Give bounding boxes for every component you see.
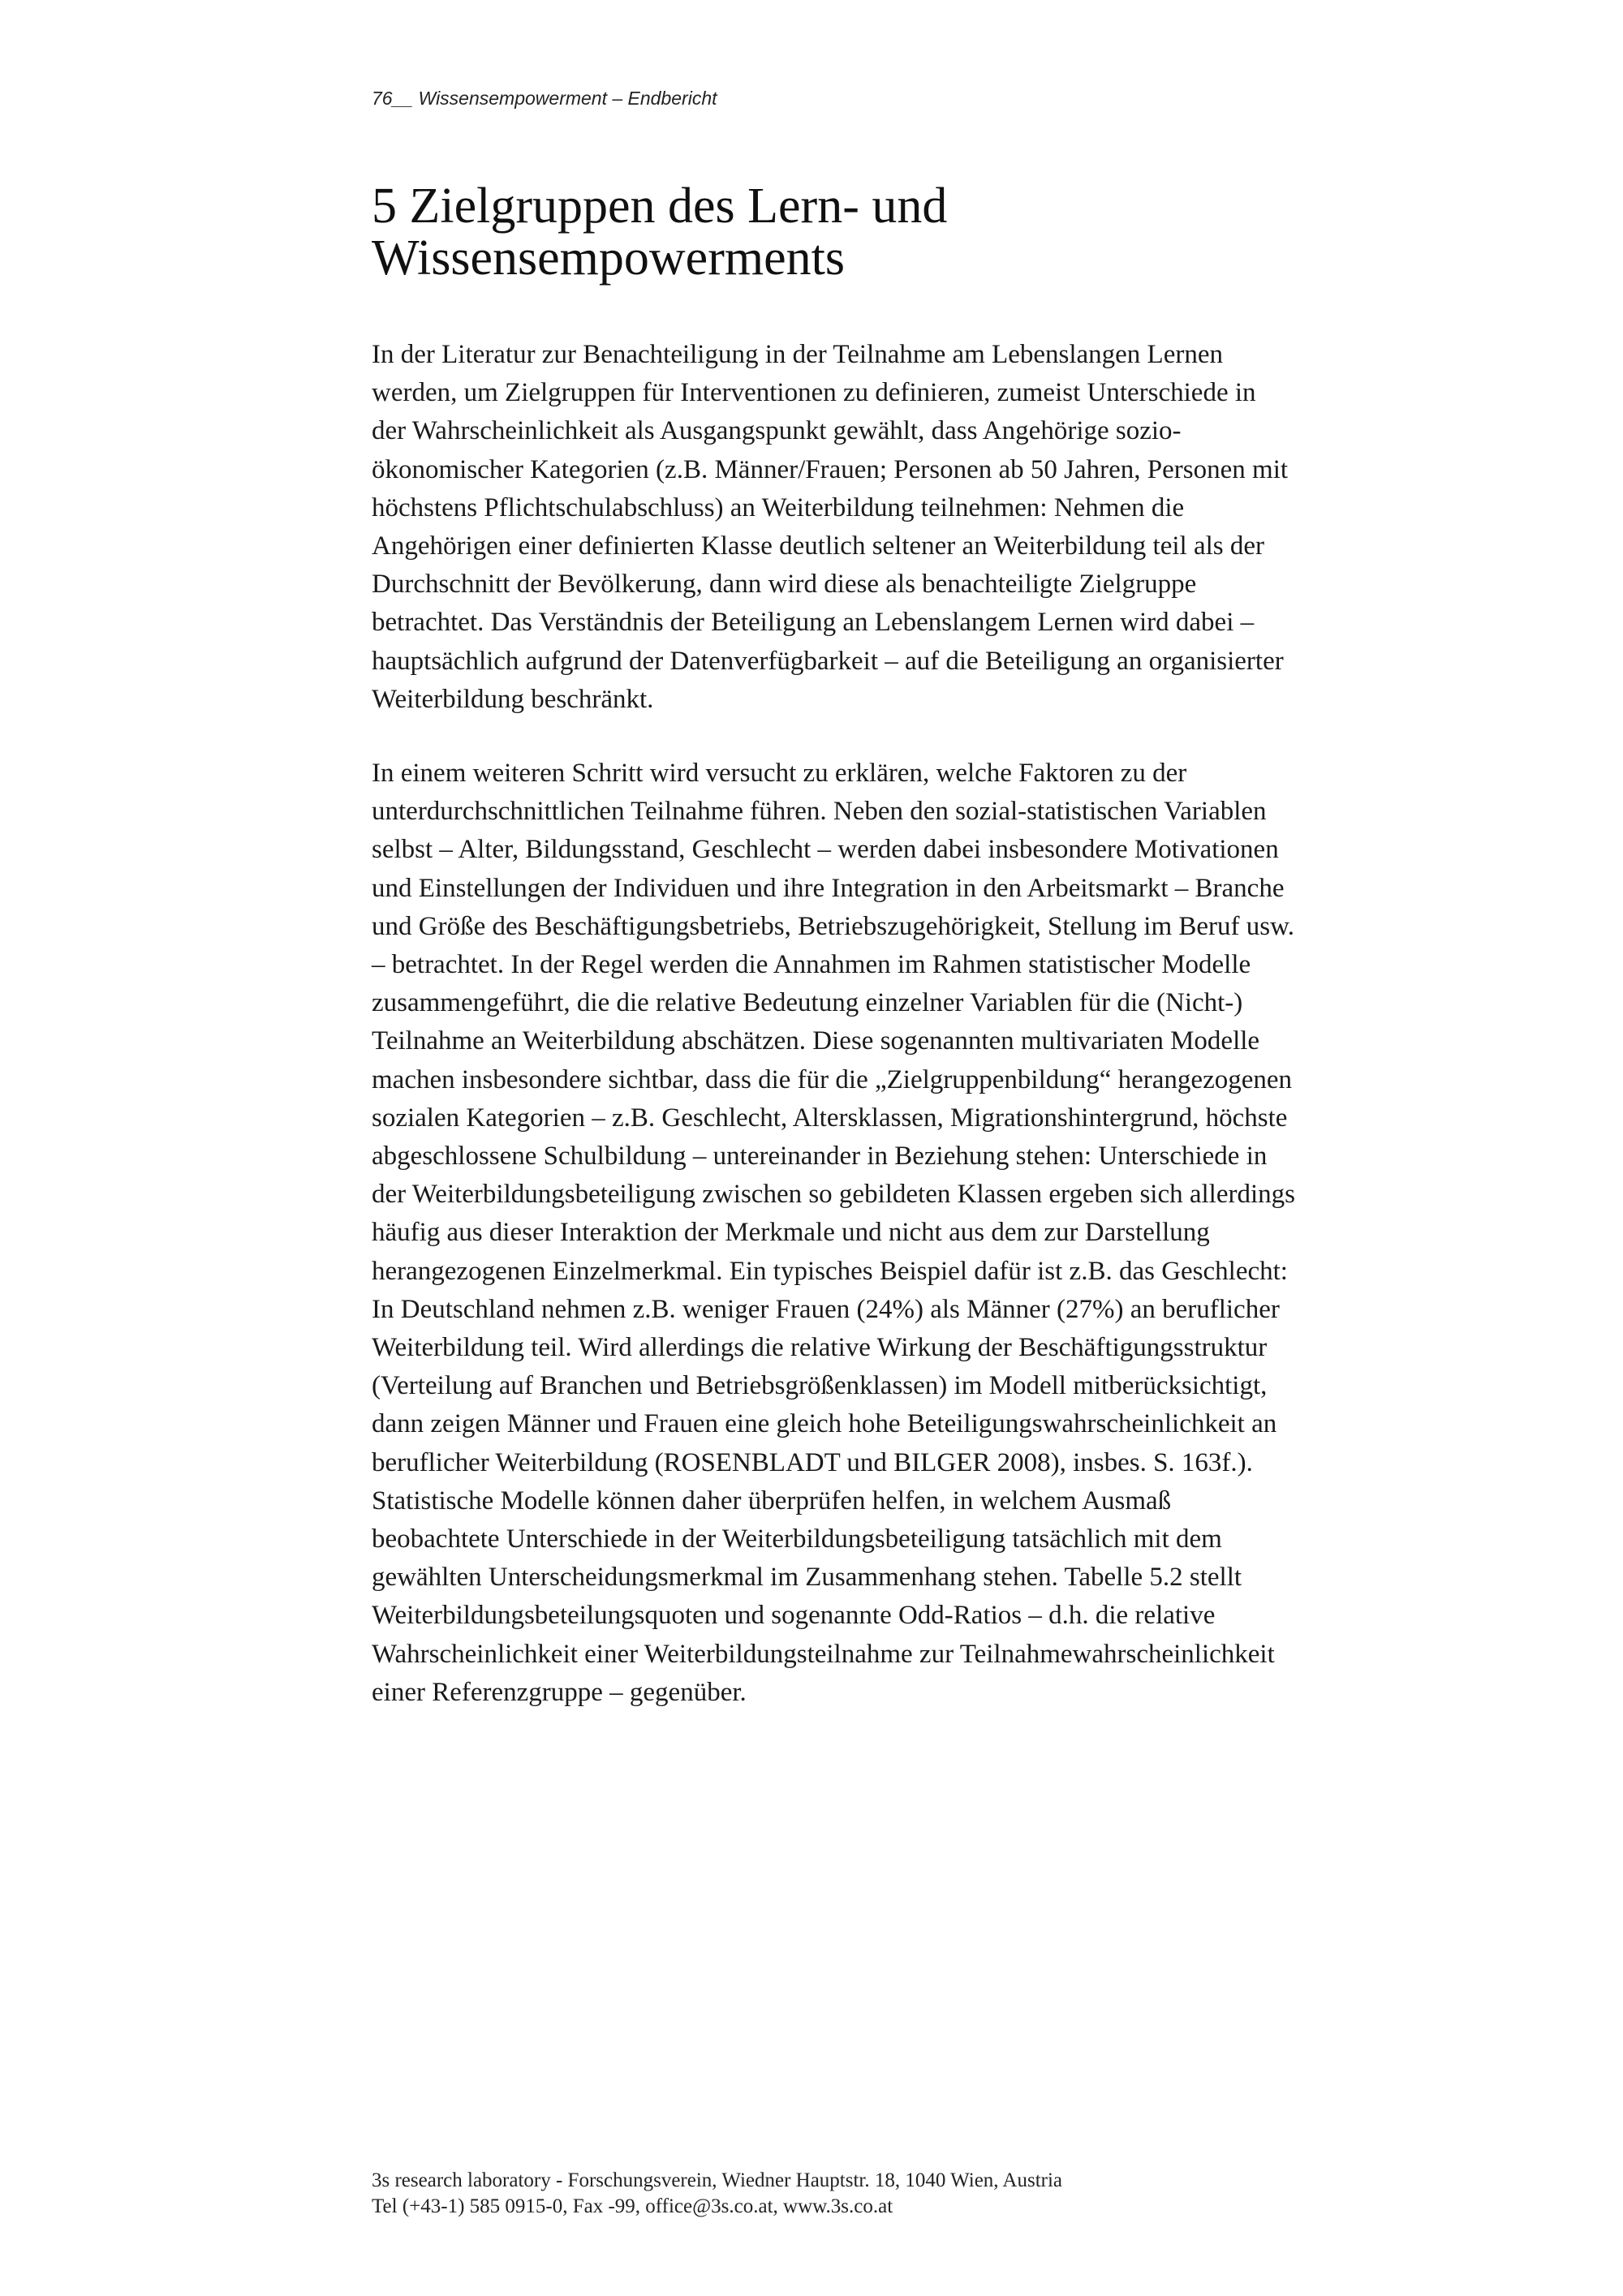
text-line: höchstens Pflichtschulabschluss) an Weiterbildung teilnehmen: Nehmen die: [372, 492, 1185, 522]
text-line: betrachtet. Das Verständnis der Beteiligung an Lebenslangem Lernen wird dabei –: [372, 608, 1255, 638]
footer-contact: Tel (+43-1) 585 0915-0, Fax -99, office@3s.co.at, www.3s.co.at: [372, 2195, 893, 2217]
running-head: 76__ Wissensempowerment – Endbericht: [372, 88, 717, 109]
text-line: Angehörigen einer definierten Klasse deutlich seltener an Weiterbildung teil als der: [372, 531, 1265, 561]
text-line: dann zeigen Männer und Frauen eine gleich hohe Beteiligungswahrscheinlichkeit an: [372, 1409, 1277, 1439]
text-line: der Weiterbildungsbeteiligung zwischen so gebildeten Klassen ergeben sich allerdings: [372, 1180, 1295, 1210]
text-line: und Größe des Beschäftigungsbetriebs, Betriebszugehörigkeit, Stellung im Beruf usw.: [372, 911, 1295, 941]
text-line: Statistische Modelle können daher überprüfen helfen, in welchem Ausmaß: [372, 1486, 1172, 1516]
chapter-title: [372, 180, 1345, 284]
text-line: In der Literatur zur Benachteiligung in der Teilnahme am Lebenslangen Lernen: [372, 340, 1223, 369]
text-line: werden, um Zielgruppen für Interventionen zu definieren, zumeist Unterschiede in: [372, 378, 1256, 408]
text-line: Weiterbildung teil. Wird allerdings die relative Wirkung der Beschäftigungsstruktur: [372, 1333, 1268, 1363]
text-line: abgeschlossene Schulbildung – untereinander in Beziehung stehen: Unterschiede in: [372, 1142, 1268, 1172]
text-line: In Deutschland nehmen z.B. weniger Frauen (24%) als Männer (27%) an beruflicher: [372, 1294, 1280, 1324]
text-line: Teilnahme an Weiterbildung abschätzen. Diese sogenannten multivariaten Modelle: [372, 1026, 1260, 1056]
text-line: gewählten Unterscheidungsmerkmal im Zusammenhang stehen. Tabelle 5.2 stellt: [372, 1563, 1242, 1593]
text-line: einer Referenzgruppe – gegenüber.: [372, 1677, 747, 1707]
text-line: Wahrscheinlichkeit einer Weiterbildungsteilnahme zur Teilnahmewahrscheinlichkeit: [372, 1639, 1275, 1669]
paragraph-models: [372, 755, 1295, 1712]
text-line: selbst – Alter, Bildungsstand, Geschlecht – werden dabei insbesondere Motivationen: [372, 835, 1279, 865]
text-line: beobachtete Unterschiede in der Weiterbildungsbeteiligung tatsächlich mit dem: [372, 1524, 1222, 1554]
text-line: Weiterbildungsbeteilungsquoten und sogenannte Odd-Ratios – d.h. die relative: [372, 1601, 1216, 1631]
chapter-title-line: 5 Zielgruppen des Lern- und: [372, 178, 948, 234]
text-line: herangezogenen Einzelmerkmal. Ein typisches Beispiel dafür ist z.B. das Geschlecht:: [372, 1256, 1288, 1286]
text-line: unterdurchschnittlichen Teilnahme führen. Neben den sozial-statistischen Variablen: [372, 797, 1267, 827]
text-line: hauptsächlich aufgrund der Datenverfügbarkeit – auf die Beteiligung an organisierter: [372, 646, 1284, 676]
page-footer: [372, 2168, 1062, 2220]
text-line: häufig aus dieser Interaktion der Merkmale und nicht aus dem zur Darstellung: [372, 1218, 1210, 1248]
text-line: der Wahrscheinlichkeit als Ausgangspunkt gewählt, dass Angehörige sozio-: [372, 416, 1182, 446]
text-line: sozialen Kategorien – z.B. Geschlecht, Altersklassen, Migrationshintergrund, höchste: [372, 1103, 1288, 1133]
chapter-title-line: Wissensempowerments: [372, 230, 845, 286]
text-line: Weiterbildung beschränkt.: [372, 684, 654, 714]
text-line: Durchschnitt der Bevölkerung, dann wird diese als benachteiligte Zielgruppe: [372, 570, 1197, 600]
paragraph-intro: [372, 336, 1288, 719]
text-line: machen insbesondere sichtbar, dass die für die „Zielgruppenbildung“ herangezogenen: [372, 1064, 1293, 1094]
text-line: In einem weiteren Schritt wird versucht zu erklären, welche Faktoren zu der: [372, 759, 1187, 788]
text-line: ökonomischer Kategorien (z.B. Männer/Frauen; Personen ab 50 Jahren, Personen mit: [372, 454, 1289, 484]
text-line: und Einstellungen der Individuen und ihre Integration in den Arbeitsmarkt – Branche: [372, 873, 1285, 903]
text-line: (Verteilung auf Branchen und Betriebsgrößenklassen) im Modell mitberücksichtigt,: [372, 1371, 1268, 1401]
footer-address: 3s research laboratory - Forschungsverein, Wiedner Hauptstr. 18, 1040 Wien, Austria: [372, 2169, 1063, 2191]
text-line: – betrachtet. In der Regel werden die Annahmen im Rahmen statistischer Modelle: [372, 950, 1251, 980]
text-line: zusammengeführt, die die relative Bedeutung einzelner Variablen für die (Nicht-): [372, 988, 1243, 1018]
text-line: beruflicher Weiterbildung (ROSENBLADT und BILGER 2008), insbes. S. 163f.).: [372, 1447, 1253, 1477]
